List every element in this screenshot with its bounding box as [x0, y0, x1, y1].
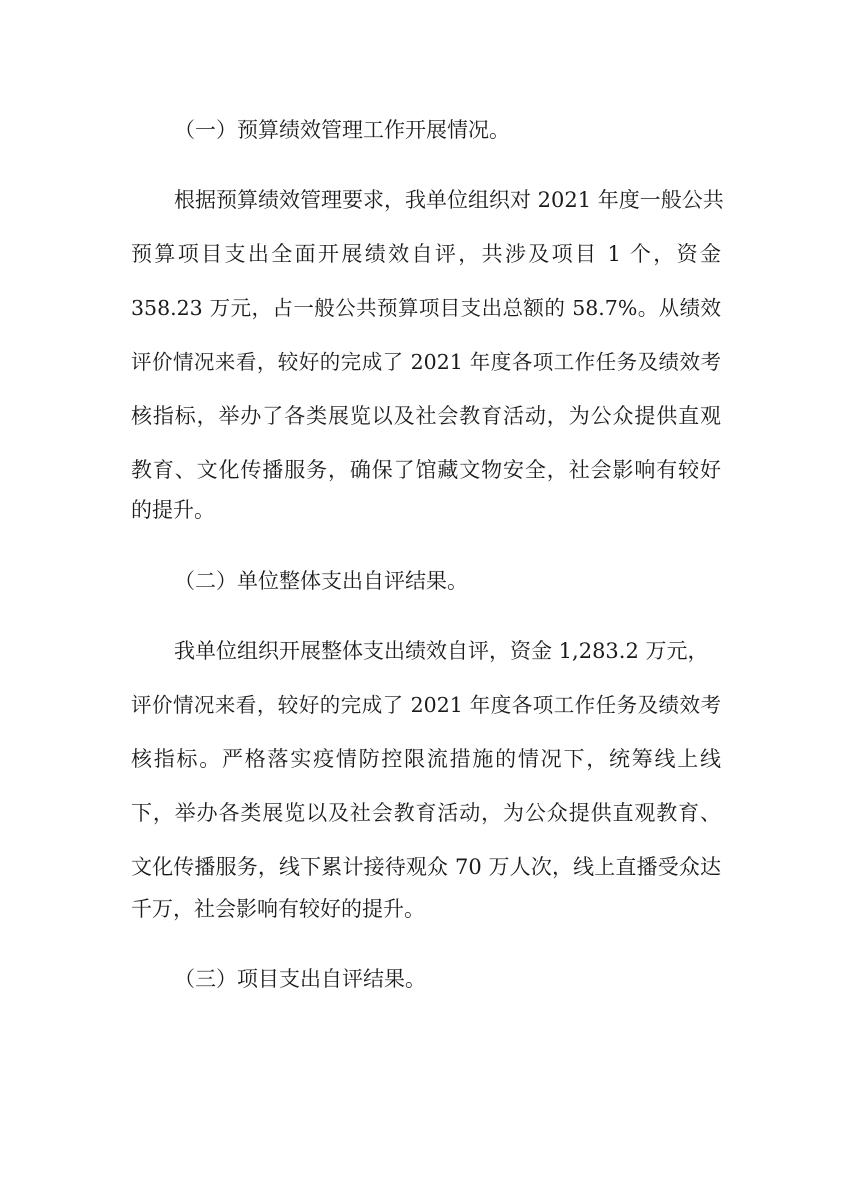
- paragraph-line: 评价情况来看，较好的完成了 2021 年度各项工作任务及绩效考: [131, 693, 721, 717]
- paragraph-line: 358.23 万元，占一般公共预算项目支出总额的 58.7%。从绩效: [131, 296, 721, 320]
- paragraph-line: 根据预算绩效管理要求，我单位组织对 2021 年度一般公共: [174, 188, 724, 212]
- section-heading-budget-performance: （一）预算绩效管理工作开展情况。: [174, 118, 510, 142]
- paragraph-line: 千万，社会影响有较好的提升。: [131, 897, 425, 921]
- paragraph-line: 我单位组织开展整体支出绩效自评，资金 1,283.2 万元，: [174, 639, 709, 663]
- paragraph-line: 评价情况来看，较好的完成了 2021 年度各项工作任务及绩效考: [131, 350, 721, 374]
- section-heading-overall-expenditure: （二）单位整体支出自评结果。: [174, 569, 468, 593]
- paragraph-line: 预算项目支出全面开展绩效自评，共涉及项目 1 个，资金: [131, 242, 721, 266]
- paragraph-line: 的提升。: [131, 498, 215, 522]
- section-heading-project-expenditure: （三）项目支出自评结果。: [174, 967, 426, 991]
- paragraph-line: 教育、文化传播服务，确保了馆藏文物安全，社会影响有较好: [131, 458, 721, 482]
- paragraph-line: 核指标。严格落实疫情防控限流措施的情况下，统筹线上线: [131, 747, 721, 771]
- paragraph-line: 下，举办各类展览以及社会教育活动，为公众提供直观教育、: [131, 801, 721, 825]
- paragraph-line: 文化传播服务，线下累计接待观众 70 万人次，线上直播受众达: [131, 855, 721, 879]
- paragraph-line: 核指标，举办了各类展览以及社会教育活动，为公众提供直观: [131, 404, 721, 428]
